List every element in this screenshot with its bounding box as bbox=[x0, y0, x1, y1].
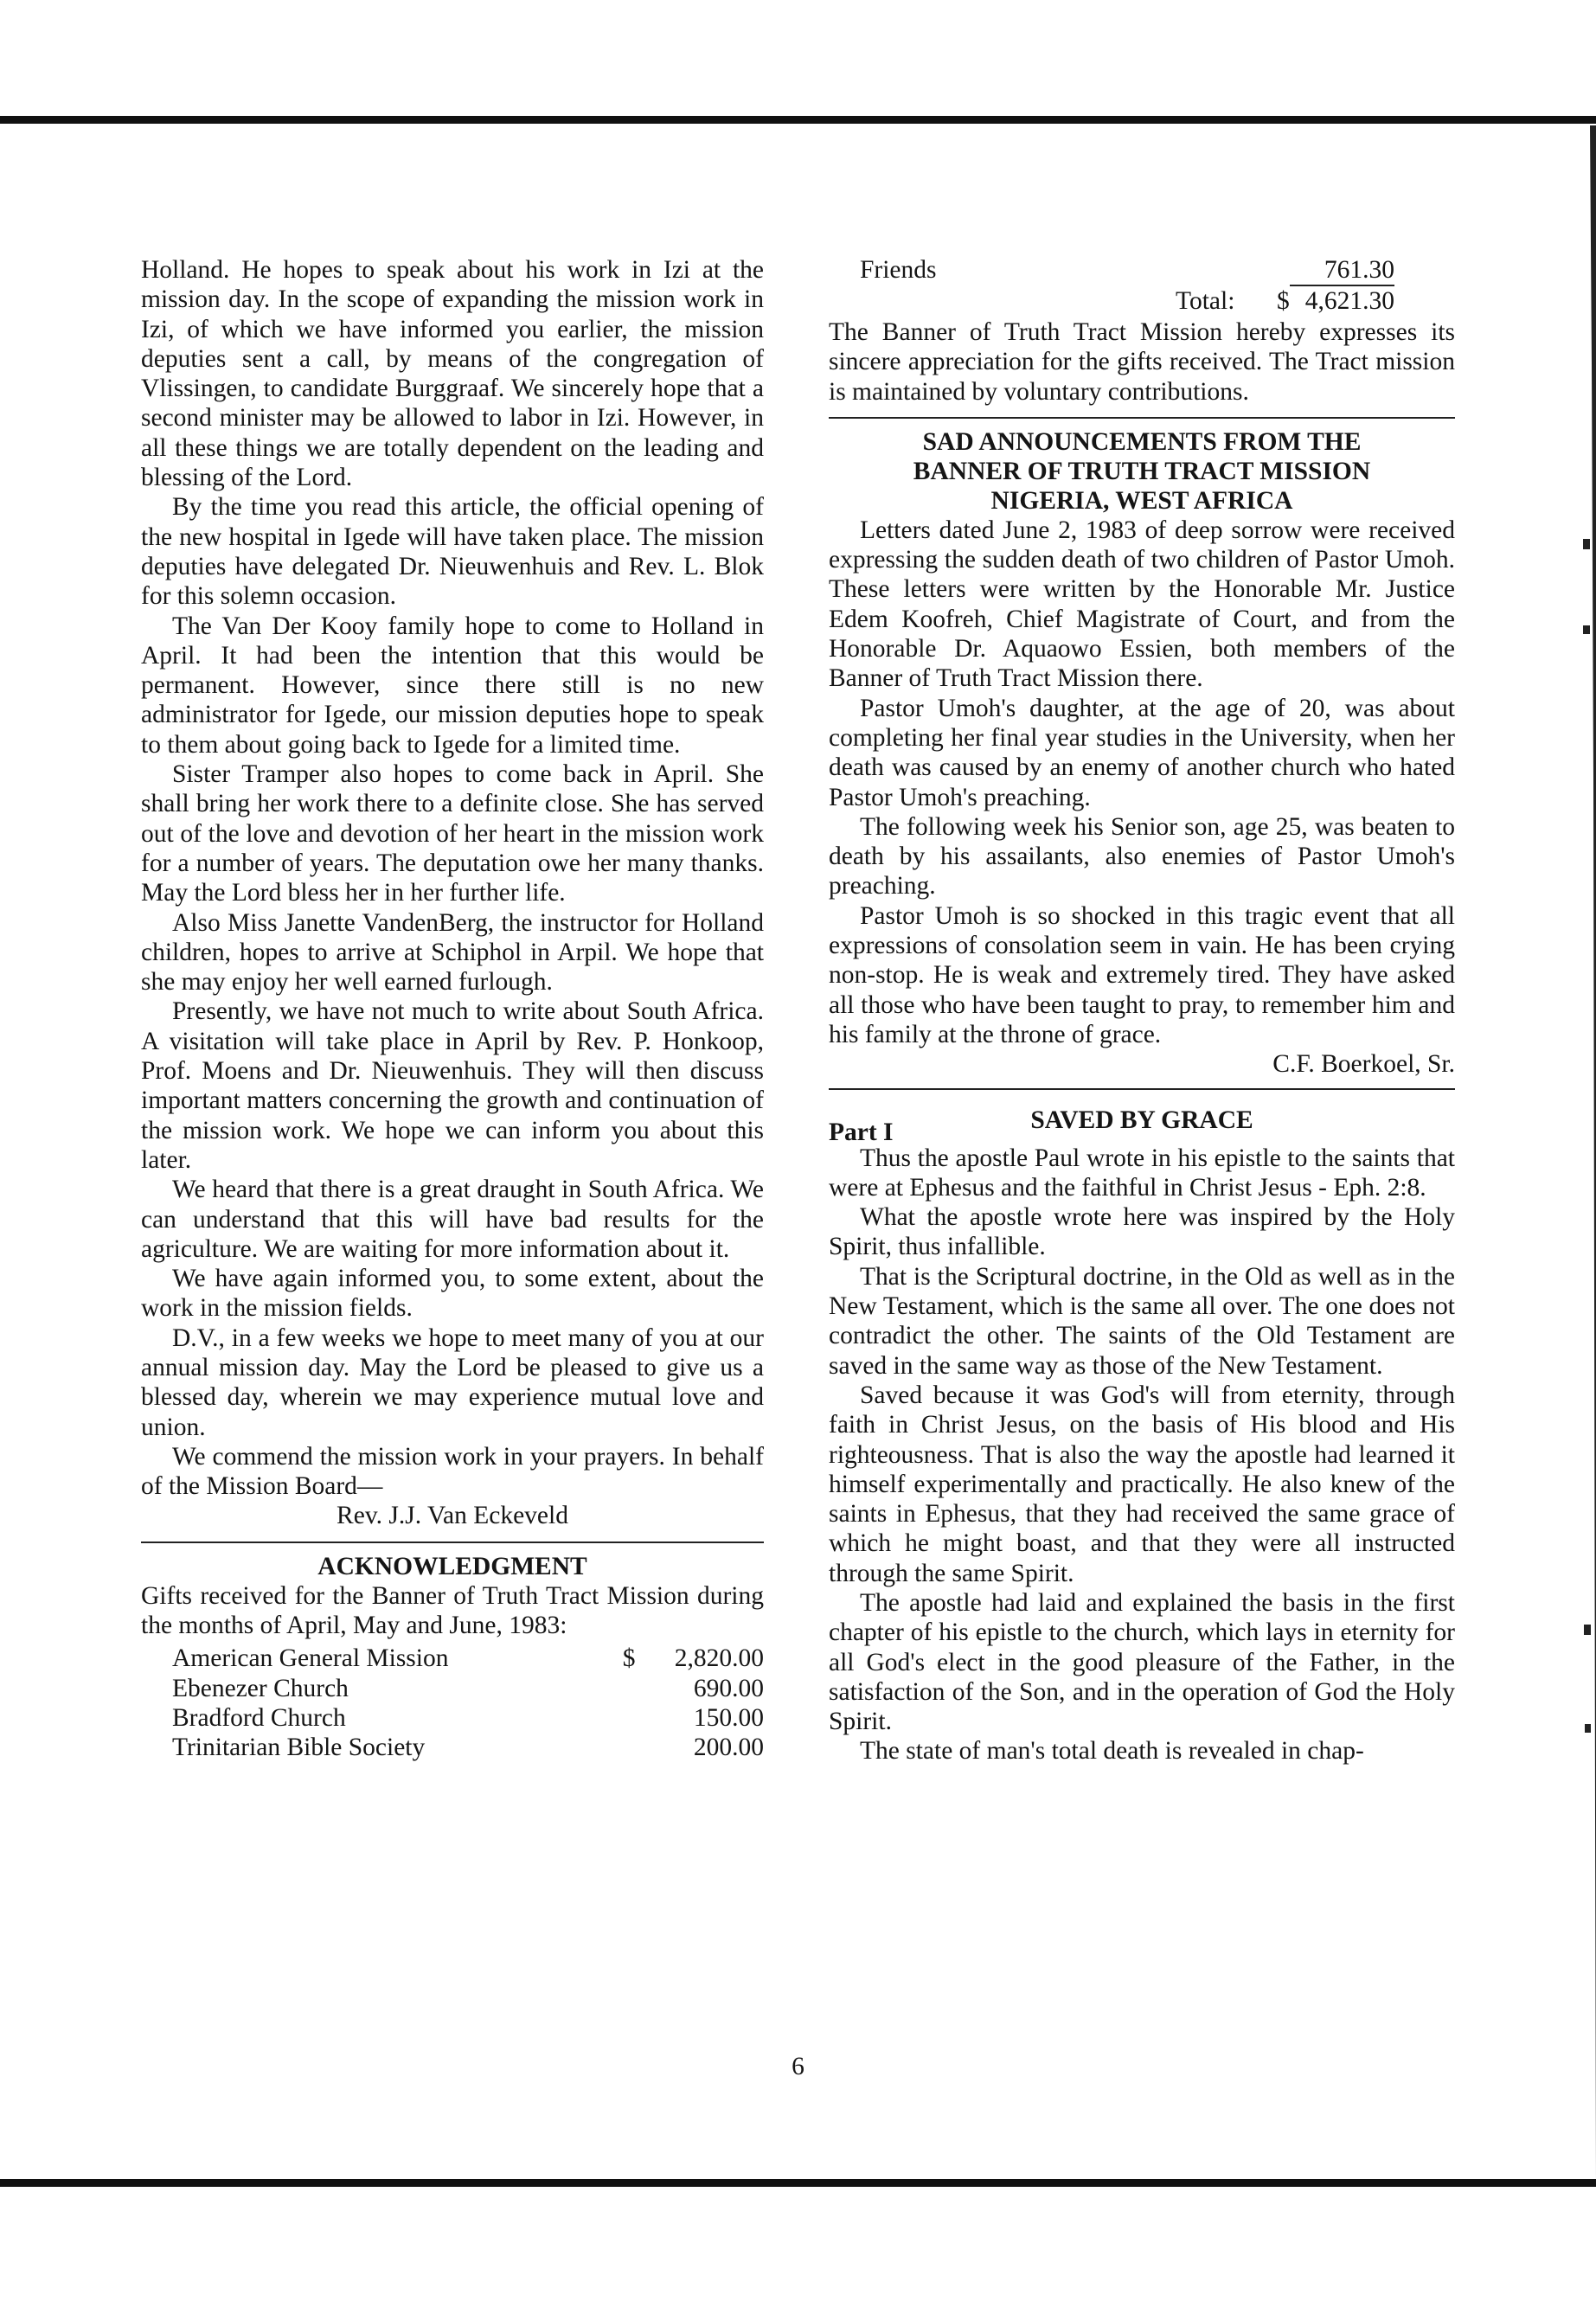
article-paragraph: We heard that there is a great draught in South Africa. We can understand that this will have bad results for the agriculture. We are waiting for more information about it. bbox=[141, 1176, 764, 1263]
table-row bbox=[141, 1674, 764, 1703]
article-paragraph: What the apostle wrote here was inspired by the Holy Spirit, thus infallible. bbox=[829, 1203, 1455, 1261]
gift-amount: 2,820.00 bbox=[674, 1644, 764, 1673]
table-row bbox=[141, 1644, 764, 1673]
friends-label: Friends bbox=[860, 256, 937, 284]
saved-by-grace-header bbox=[829, 1106, 1455, 1144]
article-paragraph: Pastor Umoh's daughter, at the age of 20, was about completing her final year studies in the University, when her death was caused by an enemy of another church who hated Pastor Umoh's preaching. bbox=[829, 694, 1455, 811]
saved-by-grace-heading: SAVED BY GRACE bbox=[1030, 1106, 1253, 1134]
friends-amount: 761.30 bbox=[1290, 255, 1394, 286]
total-row bbox=[829, 286, 1455, 317]
article-paragraph: The following week his Senior son, age 25, was beaten to death by his assailants, also enemies of Pastor Umoh's preaching. bbox=[829, 812, 1455, 901]
gift-amount: 690.00 bbox=[693, 1674, 764, 1702]
article-paragraph: The apostle had laid and explained the basis in the first chapter of his epistle to the church, which lays in eternity for all God's elect in the good pleasure of the Father, in the satisfaction of the Son, and in the operation of God the Holy Spirit. bbox=[829, 1588, 1455, 1736]
table-row bbox=[141, 1733, 764, 1762]
part-label: Part I bbox=[829, 1118, 894, 1146]
friends-row bbox=[829, 255, 1455, 286]
article-paragraph: Holland. He hopes to speak about his work in Izi at the mission day. In the scope of expanding the mission work in Izi, of which we have informed you earlier, the mission deputies sent a call, by means of the congregation of Vlissingen, to candidate Burggraaf. We sincerely hope that a second minister may be allowed to labor in Izi. However, in all these things we are totally dependent on the leading and blessing of the Lord. bbox=[141, 256, 764, 492]
article-paragraph: We have again informed you, to some extent, about the work in the mission fields. bbox=[141, 1265, 764, 1323]
acknowledgment-heading: ACKNOWLEDGMENT bbox=[317, 1552, 587, 1580]
gift-source: American General Mission bbox=[172, 1644, 449, 1673]
acknowledgment-closing: The Banner of Truth Tract Mission hereby expresses its sincere appreciation for the gifts received. The Tract mission is maintained by voluntary contributions. bbox=[829, 318, 1455, 406]
edge-mark-3 bbox=[1584, 1625, 1591, 1635]
gift-source: Trinitarian Bible Society bbox=[172, 1734, 426, 1762]
page-number: 6 bbox=[792, 2053, 804, 2080]
bottom-scanner-bar bbox=[0, 2179, 1596, 2187]
section-divider bbox=[829, 417, 1455, 419]
right-column bbox=[829, 255, 1455, 1766]
article-paragraph: We commend the mission work in your prayers. In behalf of the Mission Board— bbox=[141, 1442, 764, 1501]
announcement-signature: C.F. Boerkoel, Sr. bbox=[1272, 1050, 1455, 1079]
table-row bbox=[141, 1703, 764, 1733]
article-paragraph: By the time you read this article, the official opening of the new hospital in Igede will have taken place. The mission deputies have delegated Dr. Nieuwenhuis and Rev. L. Blok for this solemn occasion. bbox=[141, 493, 764, 611]
article-paragraph: That is the Scriptural doctrine, in the Old as well as in the New Testament, which is the same all over. The one does not contradict the other. The saints of the Old Testament are saved in the same way as those of the New Testament. bbox=[829, 1262, 1455, 1380]
gift-amount: 150.00 bbox=[693, 1703, 764, 1732]
left-column bbox=[141, 255, 764, 1763]
article-paragraph: Also Miss Janette VandenBerg, the instructor for Holland children, hopes to arrive at Schiphol in Arpil. We hope that she may enjoy her well earned furlough. bbox=[141, 908, 764, 997]
gift-amount: 200.00 bbox=[693, 1734, 764, 1762]
total-label: Total: bbox=[1176, 287, 1235, 315]
gifts-table bbox=[141, 1644, 764, 1762]
currency-sign: $ bbox=[622, 1644, 636, 1673]
article-paragraph: D.V., in a few weeks we hope to meet many of you at our annual mission day. May the Lord be pleased to give us a blessed day, wherein we may experience mutual love and union. bbox=[141, 1324, 764, 1441]
total-amount: 4,621.30 bbox=[1304, 287, 1394, 315]
acknowledgment-intro: Gifts received for the Banner of Truth Tract Mission during the months of April, May and June, 1983: bbox=[141, 1581, 764, 1640]
sad-announcements-heading-line3: NIGERIA, WEST AFRICA bbox=[990, 486, 1293, 515]
article-signature: Rev. J.J. Van Eckeveld bbox=[337, 1502, 568, 1530]
section-divider bbox=[829, 1088, 1455, 1090]
sad-announcements-heading-line1: SAD ANNOUNCEMENTS FROM THE bbox=[922, 427, 1362, 456]
gift-source: Ebenezer Church bbox=[172, 1674, 349, 1702]
edge-mark-1 bbox=[1583, 539, 1590, 549]
article-paragraph: Pastor Umoh is so shocked in this tragic event that all expressions of consolation seem in vain. He has been crying non-stop. He is weak and extremely tired. They have asked all those who have been taught to pray, to remember him and his family at the throne of grace. bbox=[829, 901, 1455, 1048]
article-paragraph: Thus the apostle Paul wrote in his epistle to the saints that were at Ephesus and the faithful in Christ Jesus - Eph. 2:8. bbox=[829, 1144, 1455, 1202]
top-scanner-bar bbox=[0, 116, 1596, 124]
total-currency: $ bbox=[1277, 287, 1290, 315]
page-right-edge bbox=[1590, 125, 1596, 2180]
edge-mark-4 bbox=[1585, 1724, 1591, 1733]
article-paragraph: Letters dated June 2, 1983 of deep sorrow were received expressing the sudden death of two children of Pastor Umoh. These letters were written by the Honorable Mr. Justice Edem Koofreh, Chief Magistrate of Court, and from the Honorable Dr. Aquaowo Essien, both members of the Banner of Truth Tract Mission there. bbox=[829, 516, 1455, 693]
edge-mark-2 bbox=[1583, 625, 1590, 634]
article-paragraph: Presently, we have not much to write about South Africa. A visitation will take place in April by Rev. P. Honkoop, Prof. Moens and Dr. Nieuwenhuis. They will then discuss important matters concerning the growth and continuation of the mission work. We hope we can inform you about this later. bbox=[141, 997, 764, 1174]
article-paragraph: Sister Tramper also hopes to come back in April. She shall bring her work there to a definite close. She has served out of the love and devotion of her heart in the mission work for a number of years. The deputation owe her many thanks. May the Lord bless her in her further life. bbox=[141, 760, 764, 907]
gift-source: Bradford Church bbox=[172, 1703, 346, 1732]
article-paragraph: The Van Der Kooy family hope to come to Holland in April. It had been the intention that this would be permanent. However, since there still is no new administrator for Igede, our mission deputies hope to speak to them about going back to Igede for a limited time. bbox=[141, 612, 764, 759]
sad-announcements-heading-line2: BANNER OF TRUTH TRACT MISSION bbox=[913, 457, 1371, 485]
article-paragraph: The state of man's total death is revealed in chap- bbox=[860, 1737, 1364, 1766]
section-divider bbox=[141, 1541, 764, 1543]
article-paragraph: Saved because it was God's will from eternity, through faith in Christ Jesus, on the basis of His blood and His righteousness. That is also the way the apostle had learned it himself experimentally and practically. He also knew of the saints in Ephesus, that they had received the same grace of which he might boast, and that they were all instructed through the same Spirit. bbox=[829, 1381, 1455, 1587]
